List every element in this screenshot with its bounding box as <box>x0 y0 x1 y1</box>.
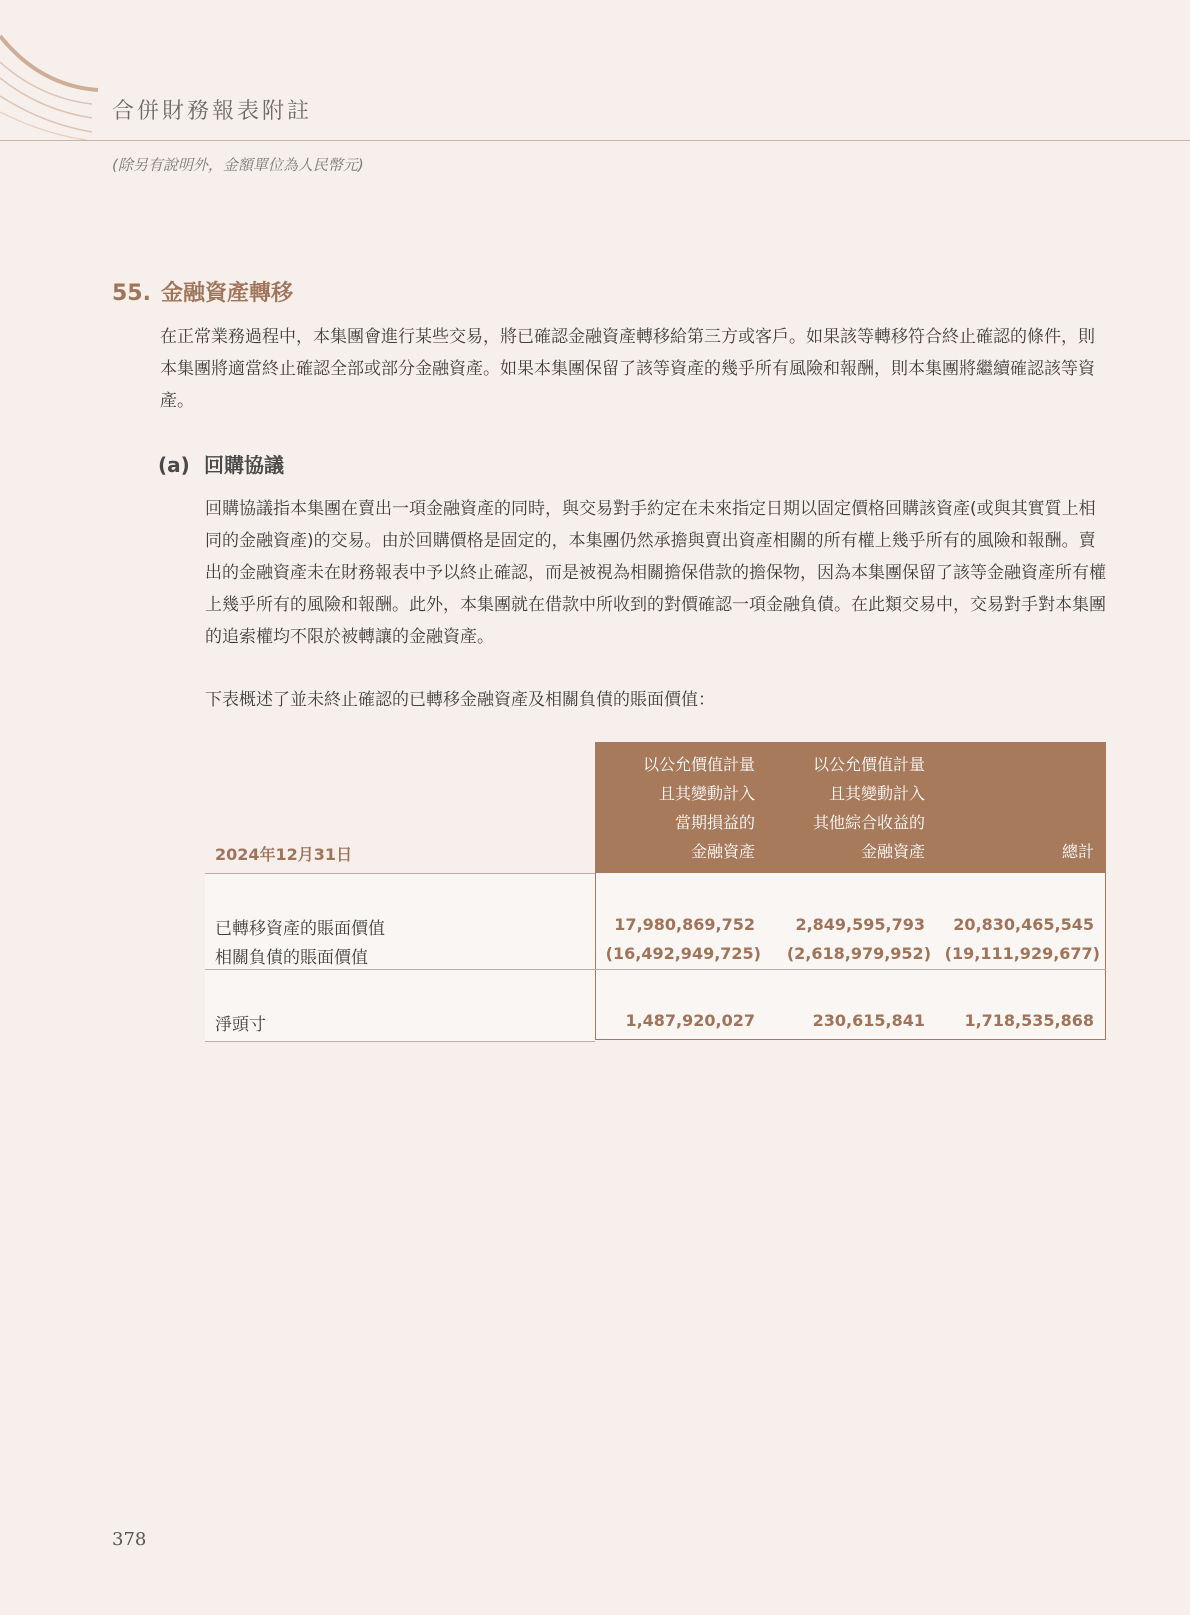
cell-net-fvoci: 230,615,841 <box>812 1011 925 1030</box>
section-title-text: 金融資產轉移 <box>160 281 293 306</box>
currency-note: (除另有說明外，金額單位為人民幣元) <box>112 156 364 174</box>
cell-liabilities-total: (19,111,929,677) <box>944 944 1100 963</box>
section-heading <box>112 276 293 307</box>
column-header-total: 總計 <box>1061 842 1094 861</box>
subsection-title-text: 回購協議 <box>204 453 284 477</box>
row-label-liabilities: 相關負債的賬面價值 <box>215 948 368 968</box>
page-header-title: 合併財務報表附註 <box>112 99 313 124</box>
cell-transferred-fvtpl: 17,980,869,752 <box>614 915 755 934</box>
subsection-paragraph: 回購協議指本集團在賣出一項金融資產的同時，與交易對手約定在未來指定日期以固定價格回購該資產(或與其實質上相同的金融資產)的交易。由於回購價格是固定的，本集團仍然承擔與賣出資產相關的所有權上幾乎所有的風險和報酬。賣出的金融資產未在財務報表中予以終止確認，而是被視為相關擔保借款的擔保物，因為本集團保留了該等金融資產所有權上幾乎所有的風險和報酬。此外，本集團就在借款中所收到的對價確認一項金融負債。在此類交易中，交易對手對本集團的追索權均不限於被轉讓的金融資產。 <box>205 499 1106 647</box>
section-paragraph: 在正常業務過程中，本集團會進行某些交易，將已確認金融資產轉移給第三方或客戶。如果該等轉移符合終止確認的條件，則本集團將適當終止確認全部或部分金融資產。如果本集團保留了該等資產的幾乎所有風險和報酬，則本集團將繼續確認該等資產。 <box>160 327 1095 411</box>
table-date-header: 2024年12月31日 <box>215 845 353 864</box>
header-divider <box>0 140 1190 141</box>
subsection-number: (a) <box>158 453 190 477</box>
cell-liabilities-fvoci: (2,618,979,952) <box>786 944 931 963</box>
cell-net-fvtpl: 1,487,920,027 <box>625 1011 755 1030</box>
header-rule <box>205 873 595 874</box>
cell-transferred-total: 20,830,465,545 <box>953 915 1094 934</box>
section-number: 55. <box>112 281 151 306</box>
decorative-arcs <box>0 0 120 150</box>
table-bottom-rule <box>205 1041 595 1042</box>
table-intro: 下表概述了並未終止確認的已轉移金融資產及相關負債的賬面價值： <box>205 690 715 710</box>
transferred-assets-table <box>205 742 1106 1042</box>
row-divider <box>205 969 1106 970</box>
subsection-heading <box>158 449 284 478</box>
cell-transferred-fvoci: 2,849,595,793 <box>795 915 925 934</box>
column-header-fvtpl: 以公允價值計量 且其變動計入 當期損益的 金融資產 <box>642 755 755 861</box>
row-label-transferred-assets: 已轉移資產的賬面價值 <box>215 919 385 939</box>
cell-net-total: 1,718,535,868 <box>964 1011 1094 1030</box>
column-header-fvoci: 以公允價值計量 且其變動計入 其他綜合收益的 金融資產 <box>812 755 925 861</box>
row-label-net-position: 淨頭寸 <box>215 1015 266 1035</box>
page-number: 378 <box>112 1529 147 1550</box>
cell-liabilities-fvtpl: (16,492,949,725) <box>605 944 761 963</box>
